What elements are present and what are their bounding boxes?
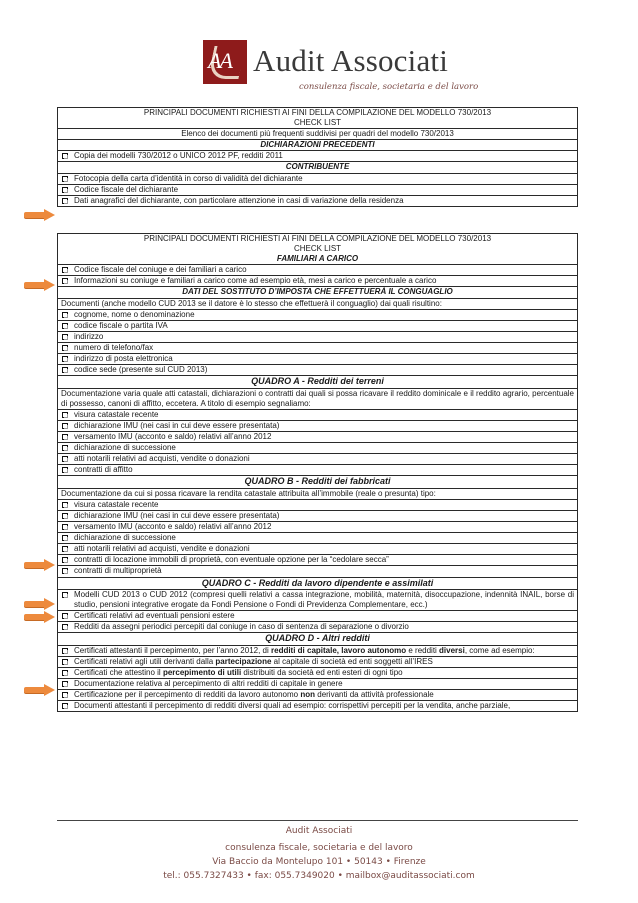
- list-item: [58, 510, 577, 521]
- logo-tagline: consulenza fiscale, societaria e del lavoro: [299, 82, 479, 92]
- orange-arrow-icon: [24, 598, 56, 610]
- item-text: contratti di affitto: [74, 465, 133, 475]
- table-subtitle: CHECK LIST: [293, 244, 342, 254]
- table-title: PRINCIPALI DOCUMENTI RICHIESTI AI FINI DELLA COMPILAZIONE DEL MODELLO 730/2013: [143, 108, 492, 117]
- list-item: [58, 442, 577, 453]
- list-item: [58, 173, 577, 184]
- section-dichiarazioni-precedenti: DICHIARAZIONI PRECEDENTI: [58, 139, 577, 150]
- list-item: [58, 431, 577, 442]
- footer-tagline: consulenza fiscale, societaria e del lavoro: [225, 843, 413, 853]
- item-text: cognome, nome o denominazione: [74, 309, 195, 319]
- checkbox-icon: [62, 557, 68, 563]
- checkbox-icon: [62, 592, 68, 598]
- orange-arrow-icon: [24, 559, 56, 571]
- list-item: [58, 543, 577, 554]
- section-intro: Documentazione da cui si possa ricavare la rendita catastale attribuita all’immobile (reale o presunta) tipo:: [58, 488, 577, 499]
- item-text: codice fiscale o partita IVA: [74, 320, 168, 330]
- table-subtitle: CHECK LIST: [293, 118, 342, 128]
- checkbox-icon: [62, 434, 68, 440]
- list-item: [58, 342, 577, 353]
- checkbox-icon: [62, 323, 68, 329]
- item-text: codice sede (presente sul CUD 2013): [74, 365, 208, 375]
- section-familiari-a-carico: FAMILIARI A CARICO: [276, 254, 359, 264]
- item-text: contratti di multiproprietà: [74, 566, 162, 576]
- checkbox-icon: [62, 176, 68, 182]
- checkbox-icon: [62, 187, 68, 193]
- table-header: [58, 108, 577, 128]
- company-logo: [203, 38, 479, 100]
- checkbox-icon: [62, 670, 68, 676]
- item-text: Certificati attestanti il percepimento, per l’anno 2012, di redditi di capitale, lavoro autonomo e redditi diversi, come ad esempio:: [74, 645, 535, 655]
- checkbox-icon: [62, 681, 68, 687]
- checkbox-icon: [62, 659, 68, 665]
- table-title: PRINCIPALI DOCUMENTI RICHIESTI AI FINI DELLA COMPILAZIONE DEL MODELLO 730/2013: [143, 234, 492, 243]
- item-text: versamento IMU (acconto e saldo) relativi all’anno 2012: [74, 522, 272, 532]
- checkbox-icon: [62, 648, 68, 654]
- item-text: dichiarazione IMU (nei casi in cui deve essere presentata): [74, 420, 280, 430]
- list-item: [58, 610, 577, 621]
- list-item: [58, 645, 577, 656]
- item-text: Certificazione per il percepimento di redditi da lavoro autonomo non derivanti da attività professionale: [74, 690, 434, 699]
- list-item: [58, 678, 577, 689]
- list-item: [58, 409, 577, 420]
- footer-company: Audit Associati: [285, 826, 353, 836]
- checkbox-icon: [62, 513, 68, 519]
- checkbox-icon: [62, 423, 68, 429]
- list-item: [58, 667, 577, 678]
- list-item: [58, 353, 577, 364]
- checkbox-icon: [62, 278, 68, 284]
- list-item: [58, 656, 577, 667]
- checkbox-icon: [62, 624, 68, 630]
- list-item: [58, 532, 577, 543]
- checkbox-icon: [62, 703, 68, 709]
- item-text: Documentazione relativa al percepimento di altri redditi di capitale in genere: [74, 678, 343, 688]
- checkbox-icon: [62, 367, 68, 373]
- checklist-table-1: [57, 107, 578, 207]
- item-text: visura catastale recente: [74, 409, 159, 419]
- item-text: Documenti attestanti il percepimento di redditi diversi quali ad esempio: corrispettivi percepiti per la vendita, anche parziale,: [74, 701, 511, 711]
- list-item: [58, 499, 577, 510]
- checkbox-icon: [62, 456, 68, 462]
- item-text: atti notarili relativi ad acquisti, vendite o donazioni: [74, 454, 250, 464]
- checkbox-icon: [62, 412, 68, 418]
- footer-divider: [57, 820, 578, 821]
- orange-arrow-icon: [24, 279, 56, 291]
- item-text: contratti di locazione immobili di proprietà, con eventuale opzione per la “cedolare secca”: [74, 555, 389, 565]
- section-intro: Documentazione varia quale atti catastali, dichiarazioni o contratti dai quali si possa ricavare il reddito dominicale e il reddito agrario, percentuale di possesso, canoni di affitto, eccetera. A titolo di esempio segnaliamo:: [58, 388, 577, 409]
- footer-contacts: tel.: 055.7327433 • fax: 055.7349020 • mailbox@auditassociati.com: [163, 871, 475, 881]
- checkbox-icon: [62, 356, 68, 362]
- checkbox-icon: [62, 524, 68, 530]
- list-item: [58, 565, 577, 576]
- checkbox-icon: [62, 445, 68, 451]
- section-quadro-d: QUADRO D - Altri redditi: [58, 632, 577, 645]
- checklist-table-2: [57, 233, 578, 712]
- item-text: Codice fiscale del coniuge e dei familiari a carico: [74, 265, 247, 275]
- item-text: indirizzo di posta elettronica: [74, 354, 173, 364]
- item-text: dichiarazione di successione: [74, 533, 176, 543]
- list-item: [58, 320, 577, 331]
- checkbox-icon: [62, 568, 68, 574]
- checkbox-icon: [62, 692, 68, 698]
- item-text: dichiarazione IMU (nei casi in cui deve essere presentata): [74, 510, 280, 520]
- list-item: [58, 150, 577, 161]
- checkbox-icon: [62, 153, 68, 159]
- checkbox-icon: [62, 546, 68, 552]
- item-text: atti notarili relativi ad acquisti, vendite e donazioni: [74, 544, 250, 554]
- table-header: [58, 234, 577, 264]
- item-text: dichiarazione di successione: [74, 443, 176, 452]
- item-text: Certificati relativi ad eventuali pensioni estere: [74, 611, 235, 621]
- list-item: [58, 700, 577, 711]
- section-intro: Documenti (anche modello CUD 2013 se il datore è lo stesso che effettuerà il conguaglio) dai quali risultino:: [58, 298, 577, 309]
- orange-arrow-icon: [24, 209, 56, 221]
- section-quadro-c: QUADRO C - Redditi da lavoro dipendente e assimilati: [58, 577, 577, 590]
- checkbox-icon: [62, 312, 68, 318]
- checkbox-icon: [62, 613, 68, 619]
- section-quadro-a: QUADRO A - Redditi dei terreni: [58, 375, 577, 388]
- item-text: visura catastale recente: [74, 499, 159, 509]
- checkbox-icon: [62, 267, 68, 273]
- list-item: [58, 420, 577, 431]
- section-quadro-b: QUADRO B - Redditi dei fabbricati: [58, 475, 577, 488]
- item-text: Fotocopia della carta d’identità in corso di validità del dichiarante: [74, 173, 303, 183]
- list-item: [58, 554, 577, 565]
- list-item: [58, 453, 577, 464]
- checkbox-icon: [62, 467, 68, 473]
- item-text: Redditi da assegni periodici percepiti dal coniuge in caso di sentenza di separazione o divorzio: [74, 622, 409, 632]
- checkbox-icon: [62, 198, 68, 204]
- footer-address: Via Baccio da Montelupo 101 • 50143 • Firenze: [212, 857, 426, 867]
- item-text: Certificati che attestino il percepimento di utili distribuiti da società ed enti esteri di ogni tipo: [74, 667, 403, 677]
- list-item: [58, 364, 577, 375]
- item-text: versamento IMU (acconto e saldo) relativi all’anno 2012: [74, 431, 272, 441]
- logo-name: Audit Associati: [253, 43, 449, 78]
- list-item: [58, 589, 577, 610]
- item-text: Dati anagrafici del dichiarante, con particolare attenzione in casi di variazione della residenza: [74, 195, 404, 205]
- list-item: [58, 464, 577, 475]
- item-text: numero di telefono/fax: [74, 342, 154, 352]
- checkbox-icon: [62, 502, 68, 508]
- list-item: [58, 275, 577, 286]
- item-text: Modelli CUD 2013 o CUD 2012 (compresi quelli relativi a cassa integrazione, mobilità, maternità, disoccupazione, indennità INAIL, borse di studio, pensioni integrative erogate da Fondi Pensione o Fondi di Previdenza Complementare, ecc.): [74, 590, 574, 610]
- checkbox-icon: [62, 345, 68, 351]
- list-item: [58, 621, 577, 632]
- item-text: indirizzo: [74, 331, 104, 341]
- item-text: Codice fiscale del dichiarante: [74, 184, 179, 194]
- list-item: [58, 331, 577, 342]
- checkbox-icon: [62, 535, 68, 541]
- item-text: Certificati relativi agli utili derivanti dalla partecipazione al capitale di società ed enti soggetti all’IRES: [74, 656, 433, 666]
- list-item: [58, 264, 577, 275]
- orange-arrow-icon: [24, 684, 56, 696]
- section-contribuente: CONTRIBUENTE: [58, 161, 577, 172]
- item-text: Informazioni su coniuge e familiari a carico come ad esempio età, mesi a carico e percentuale a carico: [74, 276, 437, 286]
- list-item: [58, 689, 577, 700]
- checkbox-icon: [62, 334, 68, 340]
- list-item: [58, 195, 577, 206]
- list-item: [58, 521, 577, 532]
- audit-associati-logo-icon: AA: [203, 40, 247, 84]
- item-text: Copia dei modelli 730/2012 o UNICO 2012 PF, redditi 2011: [74, 151, 283, 161]
- table-description: Elenco dei documenti più frequenti suddivisi per quadri del modello 730/2013: [58, 128, 577, 139]
- list-item: [58, 309, 577, 320]
- section-sostituto-imposta: DATI DEL SOSTITUTO D’IMPOSTA CHE EFFETTUERÀ IL CONGUAGLIO: [58, 286, 577, 297]
- list-item: [58, 184, 577, 195]
- orange-arrow-icon: [24, 611, 56, 623]
